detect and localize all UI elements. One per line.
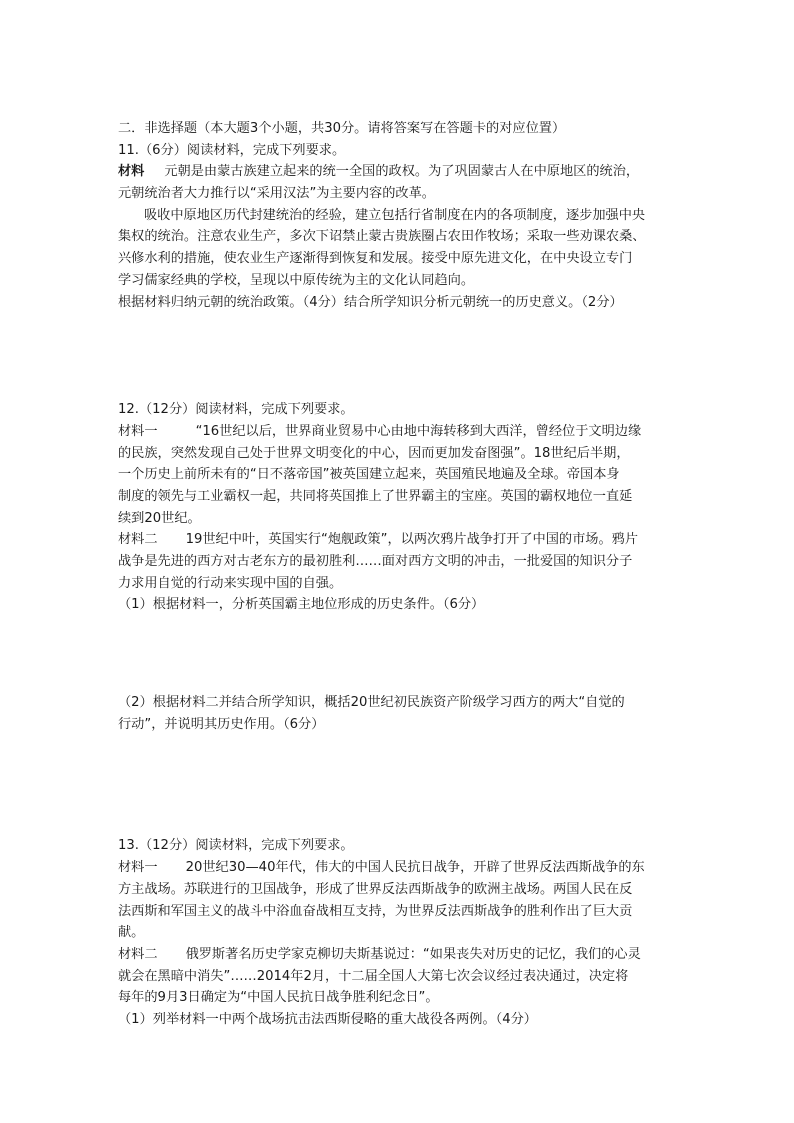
question-13 bbox=[118, 835, 678, 1030]
q12-material2-line-1: 材料二 19世纪中叶，英国实行“炮舰政策”，以两次鸦片战争打开了中国的市场。鸦片 bbox=[118, 532, 639, 548]
q13-material2-label: 材料二 bbox=[118, 946, 158, 962]
q12-material1-line-2: 的民族，突然发现自己处于世界文明变化的中心，因而更加发奋图强”。18世纪后半期， bbox=[118, 445, 630, 461]
q13-material1-line-4: 献。 bbox=[118, 925, 145, 941]
q13-material2-line-1: 材料二 俄罗斯著名历史学家克柳切夫斯基说过：“如果丧失对历史的记忆，我们的心灵 bbox=[118, 946, 641, 962]
q13-material2-line-3: 每年的9月3日确定为“中国人民抗日战争胜利纪念日”。 bbox=[118, 990, 439, 1006]
answer-space bbox=[118, 735, 678, 835]
exam-page bbox=[118, 118, 678, 1031]
answer-space bbox=[118, 616, 678, 692]
q12-material2-line-2: 战争是先进的西方对古老东方的最初胜利……面对西方文明的冲击，一批爱国的知识分子 bbox=[118, 554, 633, 569]
q11-material-label: 材料 bbox=[118, 164, 145, 180]
q11-material-line-5: 兴修水利的措施，使农业生产逐渐得到恢复和发展。接受中原先进文化，在中央设立专门 bbox=[118, 251, 633, 267]
q13-title: 13.（12分）阅读材料，完成下列要求。 bbox=[118, 838, 354, 854]
q11-material-line-2: 元朝统治者大力推行以“采用汉法”为主要内容的改革。 bbox=[118, 186, 435, 202]
q11-title: 11.（6分）阅读材料，完成下列要求。 bbox=[118, 142, 346, 158]
q13-material1-line-3: 法西斯和军国主义的战斗中浴血奋战相互支持，为世界反法西斯战争的胜利作出了巨大贡 bbox=[118, 903, 633, 919]
q12-material1-line-1: 材料一 “16世纪以后，世界商业贸易中心由地中海转移到大西洋，曾经位于文明边缘 bbox=[118, 423, 642, 439]
q12-title: 12.（12分）阅读材料，完成下列要求。 bbox=[118, 402, 354, 418]
q13-material1-line-2: 方主战场。苏联进行的卫国战争，形成了世界反法西斯战争的欧洲主战场。两国人民在反 bbox=[118, 881, 633, 897]
q11-material-line-3: 吸收中原地区历代封建统治的经验，建立包括行省制度在内的各项制度，逐步加强中央 bbox=[144, 207, 646, 223]
q12-material1-line-5: 续到20世纪。 bbox=[118, 510, 201, 526]
section-header: 二．非选择题（本大题3个小题，共30分。请将答案写在答题卡的对应位置） bbox=[118, 121, 566, 136]
q12-material2-label: 材料二 bbox=[118, 532, 158, 548]
q13-material1-line-1: 材料一 20世纪30—40年代，伟大的中国人民抗日战争，开辟了世界反法西斯战争的东 bbox=[118, 860, 645, 876]
q12-material2-line-3: 力求用自觉的行动来实现中国的自强。 bbox=[118, 575, 343, 591]
q12-material1-line-3: 一个历史上前所未有的“日不落帝国”被英国建立起来，英国殖民地遍及全球。帝国本身 bbox=[118, 467, 620, 483]
q11-question: 根据材料归纳元朝的统治政策。（4分）结合所学知识分析元朝统一的历史意义。（2分） bbox=[118, 294, 623, 310]
q11-material-line-6: 学习儒家经典的学校，呈现以中原传统为主的文化认同趋向。 bbox=[118, 272, 475, 288]
q12-sub-question-2-line-2: 行动”，并说明其历史作用。（6分） bbox=[118, 716, 325, 732]
answer-space bbox=[118, 313, 678, 399]
q12-sub-question-1: （1）根据材料一，分析英国霸主地位形成的历史条件。（6分） bbox=[118, 597, 485, 613]
q11-material-line-1: 材料 元朝是由蒙古族建立起来的统一全国的政权。为了巩固蒙古人在中原地区的统治， bbox=[118, 161, 678, 183]
q12-sub-question-2-line-1: （2）根据材料二并结合所学知识，概括20世纪初民族资产阶级学习西方的两大“自觉的 bbox=[118, 695, 625, 711]
question-11 bbox=[118, 140, 678, 314]
q11-material-line-4: 集权的统治。注意农业生产，多次下诏禁止蒙古贵族圈占农田作牧场；采取一些劝课农桑、 bbox=[118, 229, 646, 245]
q13-sub-question-1: （1）列举材料一中两个战场抗击法西斯侵略的重大战役各两例。（4分） bbox=[118, 1011, 537, 1027]
q12-material1-line-4: 制度的领先与工业霸权一起，共同将英国推上了世界霸主的宝座。英国的霸权地位一直延 bbox=[118, 488, 633, 504]
q12-material1-label: 材料一 bbox=[118, 423, 158, 439]
q13-material1-label: 材料一 bbox=[118, 860, 158, 876]
q13-material2-line-2: 就会在黑暗中消失”……2014年2月，十二届全国人大第七次会议经过表决通过，决定将 bbox=[118, 968, 629, 984]
question-12 bbox=[118, 399, 678, 735]
